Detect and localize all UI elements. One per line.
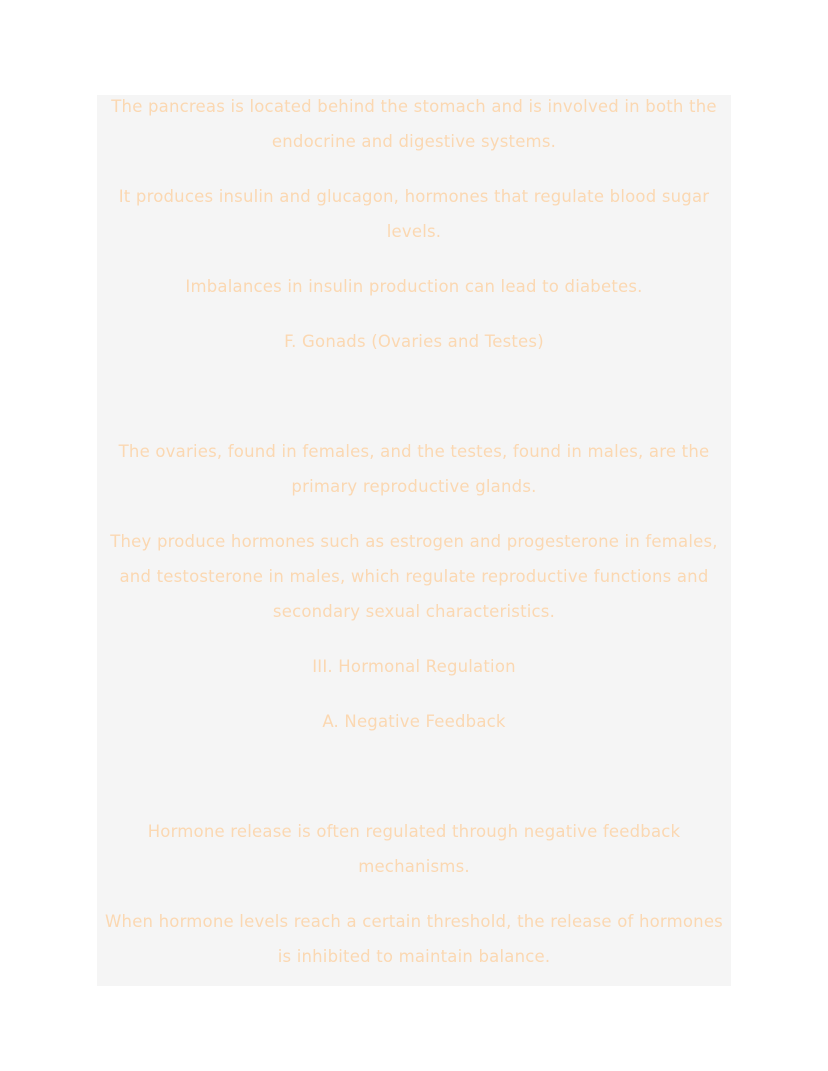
- paragraph-insulin-imbalance: Imbalances in insulin production can lead to diabetes.: [185, 277, 643, 296]
- paragraph-threshold: When hormone levels reach a certain threshold, the release of hormones is inhibited to maintain balance.: [105, 912, 723, 966]
- paragraph-gonads-hormones: They produce hormones such as estrogen and progesterone in females, and testosterone in males, which regulate reproductive functions and secondary sexual characteristics.: [110, 532, 718, 621]
- heading-hormonal-regulation: III. Hormonal Regulation: [312, 657, 516, 676]
- document-body: [97, 89, 731, 994]
- paragraph-pancreas-hormones: It produces insulin and glucagon, hormones that regulate blood sugar levels.: [118, 187, 710, 241]
- heading-negative-feedback: A. Negative Feedback: [322, 712, 506, 731]
- paragraph-pancreas-location: The pancreas is located behind the stomach and is involved in both the endocrine and digestive systems.: [111, 97, 717, 151]
- paragraph-feedback-mechanisms: Hormone release is often regulated through negative feedback mechanisms.: [147, 822, 681, 876]
- paragraph-gonads-location: The ovaries, found in females, and the testes, found in males, are the primary reproductive glands.: [118, 442, 710, 496]
- heading-gonads: F. Gonads (Ovaries and Testes): [284, 332, 544, 351]
